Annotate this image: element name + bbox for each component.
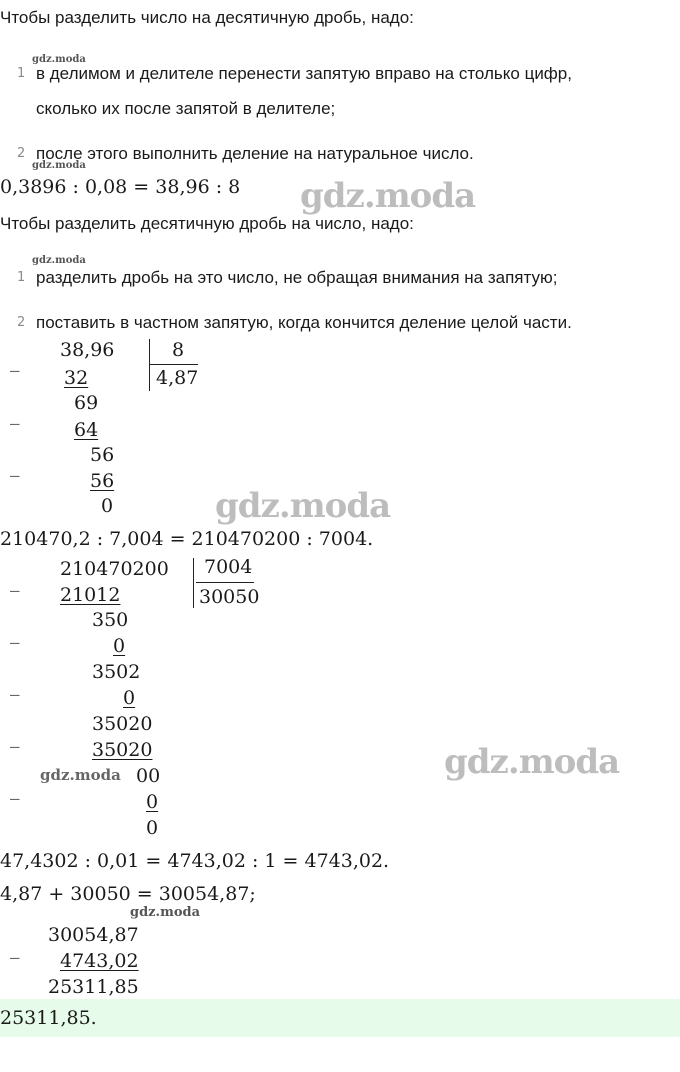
- division-bar: [193, 558, 194, 608]
- step-remainder: 00: [136, 765, 161, 787]
- equation-3: 47,4302 : 0,01 = 4743,02 : 1 = 4743,02.: [0, 850, 390, 872]
- watermark-large: gdz.moda: [444, 742, 620, 782]
- list-item-text: сколько их после запятой в делителе;: [36, 99, 336, 118]
- dividend: 38,96: [60, 339, 115, 361]
- divisor: 8: [172, 339, 185, 361]
- list-number: 1: [17, 270, 26, 285]
- minus-sign: _: [10, 622, 20, 644]
- step-remainder: 0: [101, 495, 114, 517]
- quotient: 4,87: [156, 367, 199, 389]
- divisor-line: [196, 582, 254, 583]
- step-subtrahend: 56: [90, 470, 115, 492]
- subtrahend: 4743,02: [60, 950, 139, 972]
- watermark-small: gdz.moda: [32, 160, 86, 171]
- quotient: 30050: [199, 586, 260, 608]
- watermark-large: gdz.moda: [215, 486, 391, 526]
- step-subtrahend: 64: [74, 419, 99, 441]
- list-number: 2: [17, 315, 26, 330]
- divisor: 7004: [204, 556, 253, 578]
- step-subtrahend: 32: [64, 367, 89, 389]
- equation-1: 0,3896 : 0,08 = 38,96 : 8: [0, 176, 241, 198]
- watermark-small: gdz.moda: [32, 54, 86, 65]
- watermark-medium: gdz.moda: [40, 766, 121, 784]
- answer-box: [0, 999, 680, 1037]
- minus-sign: _: [10, 937, 20, 959]
- rule-title-1: Чтобы разделить число на десятичную дробь, надо:: [0, 8, 414, 27]
- minus-sign: _: [10, 350, 20, 372]
- minus-sign: _: [10, 403, 20, 425]
- rule-title-2: Чтобы разделить десятичную дробь на число, надо:: [0, 214, 414, 233]
- minus-sign: _: [10, 674, 20, 696]
- watermark-small: gdz.moda: [130, 905, 201, 920]
- step-remainder: 350: [92, 609, 129, 631]
- minus-sign: _: [10, 455, 20, 477]
- list-number: 1: [17, 66, 26, 81]
- step-subtrahend: 0: [113, 635, 126, 657]
- watermark-large: gdz.moda: [300, 176, 476, 216]
- list-item-text: разделить дробь на это число, не обращая внимания на запятую;: [36, 268, 558, 287]
- step-subtrahend: 21012: [60, 584, 121, 606]
- step-remainder: 56: [90, 444, 115, 466]
- equation-4: 4,87 + 30050 = 30054,87;: [0, 883, 256, 905]
- list-item-text: после этого выполнить деление на натуральное число.: [36, 144, 474, 163]
- step-remainder: 3502: [92, 661, 141, 683]
- step-remainder: 0: [146, 817, 159, 839]
- dividend: 210470200: [60, 558, 169, 580]
- division-bar: [149, 339, 150, 391]
- list-item-text: поставить в частном запятую, когда кончится деление целой части.: [36, 313, 572, 332]
- divisor-line: [150, 364, 198, 365]
- step-subtrahend: 0: [146, 791, 159, 813]
- minus-sign: _: [10, 726, 20, 748]
- step-remainder: 35020: [92, 713, 153, 735]
- answer-value: 25311,85.: [0, 1007, 97, 1029]
- step-subtrahend: 0: [123, 687, 136, 709]
- list-item-text: в делимом и делителе перенести запятую вправо на столько цифр,: [36, 64, 572, 83]
- watermark-small: gdz.moda: [32, 255, 86, 266]
- minuend: 30054,87: [48, 924, 139, 946]
- list-number: 2: [17, 146, 26, 161]
- minus-sign: _: [10, 778, 20, 800]
- step-subtrahend: 35020: [92, 739, 153, 761]
- minus-sign: _: [10, 570, 20, 592]
- equation-2: 210470,2 : 7,004 = 210470200 : 7004.: [0, 528, 374, 550]
- difference: 25311,85: [48, 976, 139, 998]
- step-remainder: 69: [74, 392, 99, 414]
